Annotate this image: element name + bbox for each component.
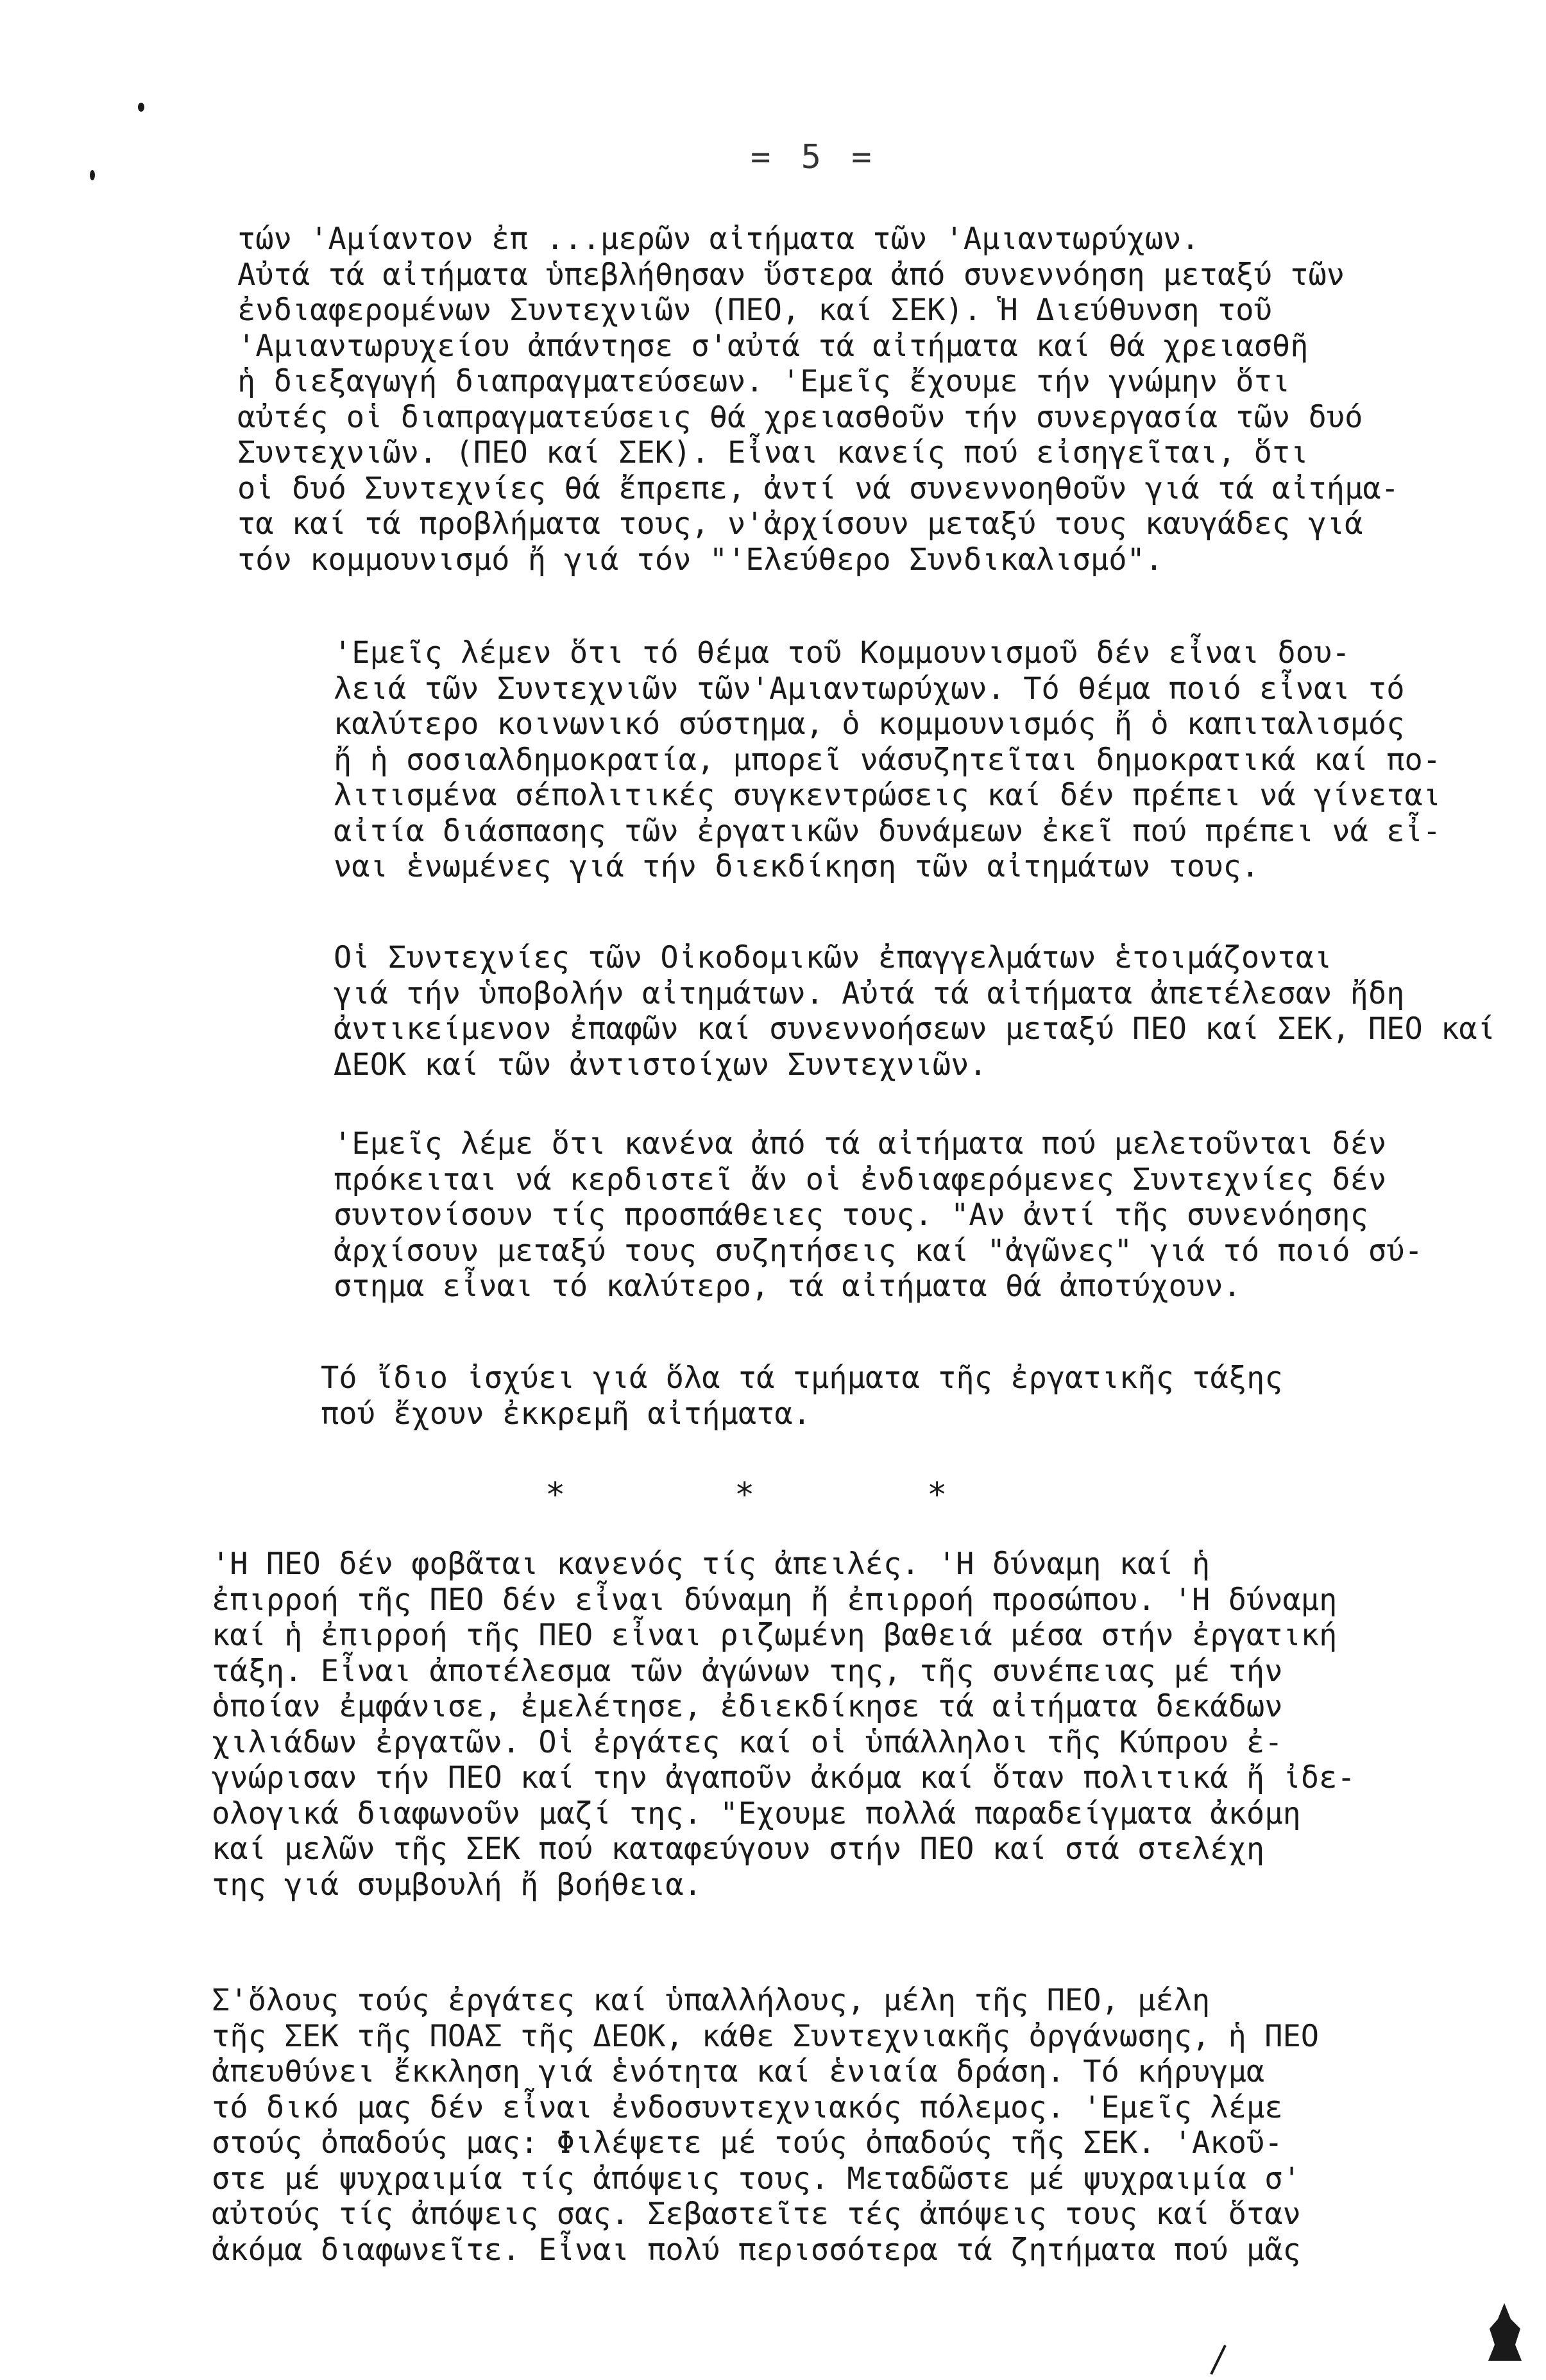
- separator-star: *: [735, 1476, 755, 1514]
- text-line: συντονίσουν τίς προσπάθειες τους. "Αν ἀντί τῆς συνενόησης: [334, 1197, 1368, 1233]
- text-line: καλύτερο κοινωνικό σύστημα, ὁ κομμουνισμός ἤ ὁ καπιταλισμός: [334, 706, 1405, 742]
- paragraph-3: [334, 940, 1495, 1083]
- text-line: ἀπευθύνει ἔκκληση γιά ἑνότητα καί ἑνιαία δράση. Τό κήρυγμα: [212, 2054, 1265, 2089]
- text-line: καί μελῶν τῆς ΣΕΚ πού καταφεύγουν στήν ΠΕΟ καί στά στελέχη: [212, 1831, 1265, 1867]
- text-line: χιλιάδων ἐργατῶν. Οἱ ἐργάτες καί οἱ ὑπάλληλοι τῆς Κύπρου ἐ-: [212, 1724, 1283, 1760]
- ink-blot-icon: [1482, 2297, 1527, 2367]
- text-line: τα καί τά προβλήματα τους, ν'ἀρχίσουν μεταξύ τους καυγάδες γιά: [237, 506, 1363, 542]
- text-line: πρόκειται νά κερδιστεῖ ἄν οἱ ἐνδιαφερόμενες Συντεχνίες δέν: [334, 1161, 1387, 1197]
- text-line: αὐτές οἱ διαπραγματεύσεις θά χρειασθοῦν τήν συνεργασία τῶν δυό: [237, 399, 1363, 435]
- paragraph-5: [321, 1360, 1475, 1432]
- text-line: στούς ὀπαδούς μας: Φιλέψετε μέ τούς ὀπαδούς τῆς ΣΕΚ. 'Ακοῦ-: [212, 2125, 1283, 2161]
- ink-speck: [138, 103, 144, 112]
- text-line: ναι ἑνωμένες γιά τήν διεκδίκηση τῶν αἰτημάτων τους.: [334, 849, 1260, 884]
- text-line: ΔΕΟΚ καί τῶν ἀντιστοίχων Συντεχνιῶν.: [334, 1047, 987, 1083]
- text-line: τόν κομμουνισμό ἤ γιά τόν "'Ελεύθερο Συνδικαλισμό".: [237, 542, 1164, 578]
- text-line: Συντεχνιῶν. (ΠΕΟ καί ΣΕΚ). Εἶναι κανείς πού εἰσηγεῖται, ὅτι: [237, 435, 1309, 470]
- text-line: πού ἔχουν ἐκκρεμῆ αἰτήματα.: [321, 1396, 811, 1432]
- text-line: Οἱ Συντεχνίες τῶν Οἰκοδομικῶν ἐπαγγελμάτων ἑτοιμάζονται: [334, 940, 1332, 975]
- text-line: γνώρισαν τήν ΠΕΟ καί την ἀγαποῦν ἀκόμα καί ὅταν πολιτικά ἤ ἰδε-: [212, 1760, 1355, 1795]
- text-line: ολογικά διαφωνοῦν μαζί της. "Εχουμε πολλά παραδείγματα ἀκόμη: [212, 1795, 1301, 1831]
- page-number: = 5 =: [751, 138, 877, 176]
- text-line: αὐτούς τίς ἀπόψεις σας. Σεβαστεῖτε τές ἀπόψεις τους καί ὅταν: [212, 2196, 1301, 2232]
- text-line: λειά τῶν Συντεχνιῶν τῶν'Αμιαντωρύχων. Τό θέμα ποιό εἶναι τό: [334, 671, 1405, 706]
- text-line: Σ'ὅλους τούς ἐργάτες καί ὑπαλλήλους, μέλη τῆς ΠΕΟ, μέλη: [212, 1983, 1210, 2018]
- text-line: λιτισμένα σέπολιτικές συγκεντρώσεις καί δέν πρέπει νά γίνεται: [334, 778, 1441, 813]
- text-line: Τό ἴδιο ἰσχύει γιά ὅλα τά τμήματα τῆς ἐργατικῆς τάξης: [321, 1360, 1283, 1396]
- separator-star: *: [927, 1476, 947, 1514]
- separator-star: *: [545, 1476, 566, 1514]
- text-line: στημα εἶναι τό καλύτερο, τά αἰτήματα θά ἀποτύχουν.: [334, 1269, 1241, 1304]
- text-line: τό δικό μας δέν εἶναι ἐνδοσυντεχνιακός πόλεμος. 'Εμεῖς λέμε: [212, 2089, 1283, 2125]
- text-line: ἐπιρροή τῆς ΠΕΟ δέν εἶναι δύναμη ἤ ἐπιρροή προσώπου. 'Η δύναμη: [212, 1582, 1338, 1618]
- text-line: ἤ ἡ σοσιαλδημοκρατία, μπορεῖ νάσυζητεῖται δημοκρατικά καί πο-: [334, 742, 1441, 778]
- text-line: ἀρχίσουν μεταξύ τους συζητήσεις καί "ἀγῶνες" γιά τό ποιό σύ-: [334, 1233, 1423, 1269]
- ink-speck: [90, 170, 95, 180]
- text-line: τῆς ΣΕΚ τῆς ΠΟΑΣ τῆς ΔΕΟΚ, κάθε Συντεχνιακῆς ὀργάνωσης, ἡ ΠΕΟ: [212, 2018, 1320, 2054]
- text-line: ἐνδιαφερομένων Συντεχνιῶν (ΠΕΟ, καί ΣΕΚ). Ἡ Διεύθυνση τοῦ: [237, 293, 1272, 328]
- text-line: της γιά συμβουλή ἤ βοήθεια.: [212, 1867, 702, 1903]
- paragraph-2: [334, 635, 1488, 885]
- text-line: ὁποίαν ἐμφάνισε, ἐμελέτησε, ἐδιεκδίκησε τά αἰτήματα δεκάδων: [212, 1689, 1283, 1724]
- text-line: ἡ διεξαγωγή διαπραγματεύσεων. 'Εμεῖς ἔχουμε τήν γνώμην ὅτι: [237, 364, 1291, 399]
- text-line: 'Η ΠΕΟ δέν φοβᾶται κανενός τίς ἀπειλές. 'Η δύναμη καί ἡ: [212, 1546, 1210, 1582]
- text-line: 'Εμεῖς λέμε ὅτι κανένα ἀπό τά αἰτήματα πού μελετοῦνται δέν: [334, 1126, 1387, 1161]
- section-separator: [0, 1476, 1546, 1514]
- text-line: στε μέ ψυχραιμία τίς ἀπόψεις τους. Μεταδῶστε μέ ψυχραιμία σ': [212, 2161, 1301, 2196]
- paragraph-6: [212, 1546, 1488, 1903]
- stray-pen-stroke: [1206, 2342, 1232, 2377]
- text-line: οἱ δυό Συντεχνίες θά ἔπρεπε, ἀντί νά συνεννοηθοῦν γιά τά αἰτήμα-: [237, 470, 1399, 506]
- text-line: ἀκόμα διαφωνεῖτε. Εἶναι πολύ περισσότερα τά ζητήματα πού μᾶς: [212, 2232, 1301, 2268]
- paragraph-4: [334, 1126, 1488, 1305]
- text-line: καί ἡ ἐπιρροή τῆς ΠΕΟ εἶναι ριζωμένη βαθειά μέσα στήν ἐργατική: [212, 1618, 1338, 1653]
- text-line: γιά τήν ὑποβολήν αἰτημάτων. Αὐτά τά αἰτήματα ἀπετέλεσαν ἤδη: [334, 975, 1405, 1011]
- text-line: 'Αμιαντωρυχείου ἀπάντησε σ'αὐτά τά αἰτήματα καί θά χρειασθῆ: [237, 328, 1309, 364]
- text-line: Αὐτά τά αἰτήματα ὑπεβλήθησαν ὕστερα ἀπό συνεννόηση μεταξύ τῶν: [237, 257, 1345, 293]
- paragraph-1: [237, 221, 1488, 578]
- text-line: 'Εμεῖς λέμεν ὅτι τό θέμα τοῦ Κομμουνισμοῦ δέν εἶναι δου-: [334, 635, 1350, 671]
- paragraph-7: [212, 1983, 1488, 2268]
- text-line: τάξη. Εἶναι ἀποτέλεσμα τῶν ἀγώνων της, τῆς συνέπειας μέ τήν: [212, 1653, 1283, 1689]
- text-line: ἀντικείμενον ἐπαφῶν καί συνεννοήσεων μεταξύ ΠΕΟ καί ΣΕΚ, ΠΕΟ καί: [334, 1011, 1495, 1047]
- text-line: τών 'Αμίαντον ἐπ ...μερῶν αἰτήματα τῶν 'Αμιαντωρύχων.: [237, 221, 1200, 257]
- text-line: αἰτία διάσπασης τῶν ἐργατικῶν δυνάμεων ἐκεῖ πού πρέπει νά εἶ-: [334, 813, 1441, 849]
